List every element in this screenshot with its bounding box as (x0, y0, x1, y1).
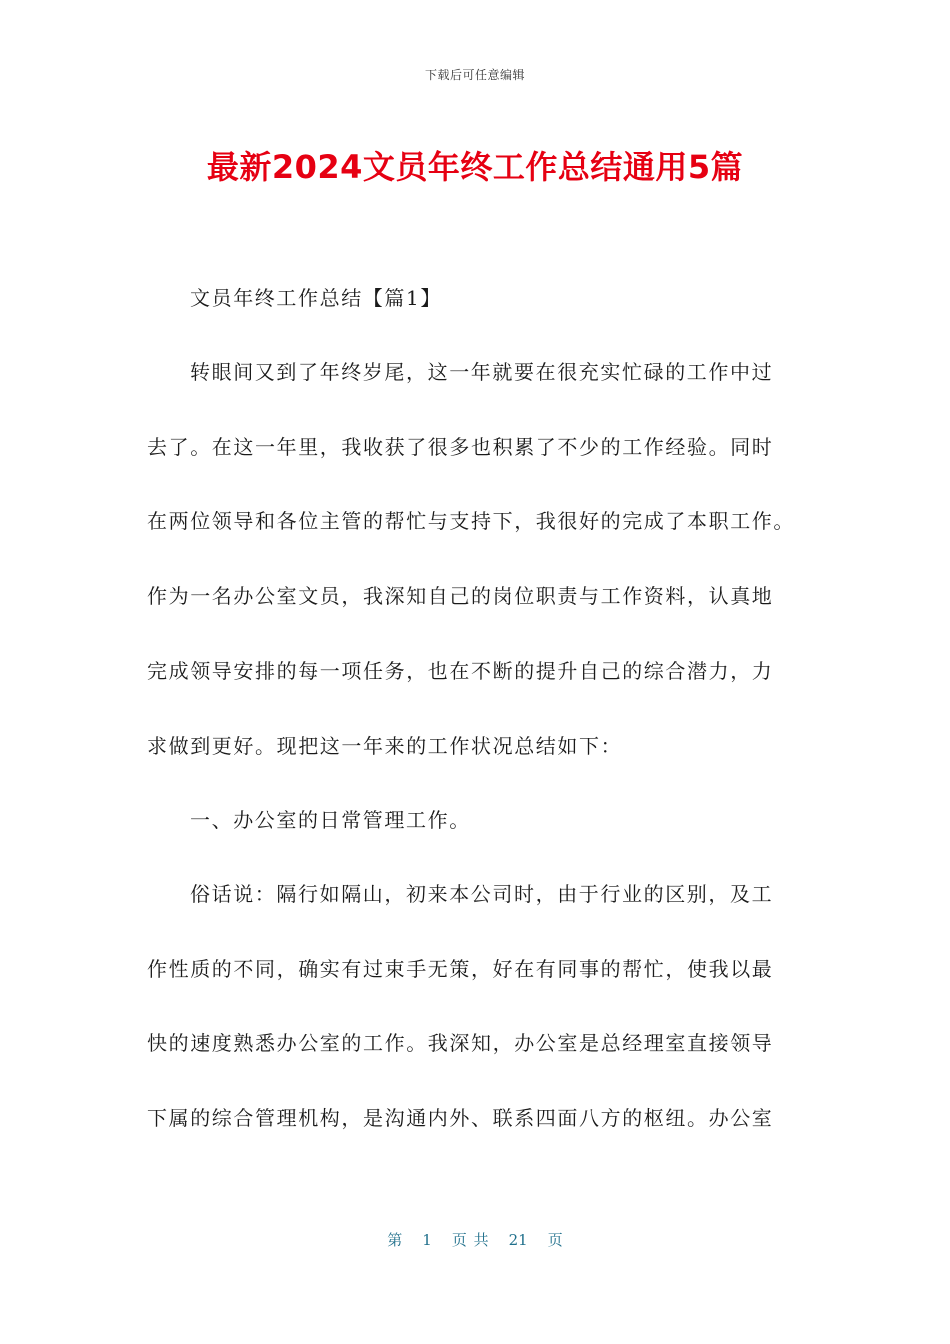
paragraph-line: 在两位领导和各位主管的帮忙与支持下，我很好的完成了本职工作。 (147, 509, 795, 533)
paragraph-line: 快的速度熟悉办公室的工作。我深知，办公室是总经理室直接领导 (147, 1031, 774, 1055)
page-label-mid: 页 共 (451, 1231, 489, 1249)
paragraph-line: 完成领导安排的每一项任务，也在不断的提升自己的综合潜力，力 (147, 659, 774, 683)
paragraph-line: 作性质的不同，确实有过束手无策，好在有同事的帮忙，使我以最 (147, 957, 774, 981)
page-label-suffix: 页 (547, 1231, 563, 1249)
total-pages: 21 (508, 1231, 528, 1249)
page-footer (0, 1229, 950, 1250)
section-heading: 文员年终工作总结【篇1】 (190, 286, 442, 310)
paragraph-line: 俗话说：隔行如隔山，初来本公司时，由于行业的区别，及工 (190, 882, 774, 906)
header-note: 下载后可任意编辑 (424, 68, 525, 82)
paragraph-line: 作为一名办公室文员，我深知自己的岗位职责与工作资料，认真地 (147, 584, 774, 608)
page-label-prefix: 第 (387, 1231, 403, 1249)
subsection-heading: 一、办公室的日常管理工作。 (190, 808, 471, 832)
paragraph-line: 去了。在这一年里，我收获了很多也积累了不少的工作经验。同时 (147, 435, 774, 459)
document-title: 最新2024文员年终工作总结通用5篇 (206, 148, 744, 186)
paragraph-line: 求做到更好。现把这一年来的工作状况总结如下： (147, 734, 623, 758)
paragraph-line: 转眼间又到了年终岁尾，这一年就要在很充实忙碌的工作中过 (190, 360, 774, 384)
page-number: 1 (422, 1231, 432, 1249)
paragraph-line: 下属的综合管理机构，是沟通内外、联系四面八方的枢纽。办公室 (147, 1106, 774, 1130)
